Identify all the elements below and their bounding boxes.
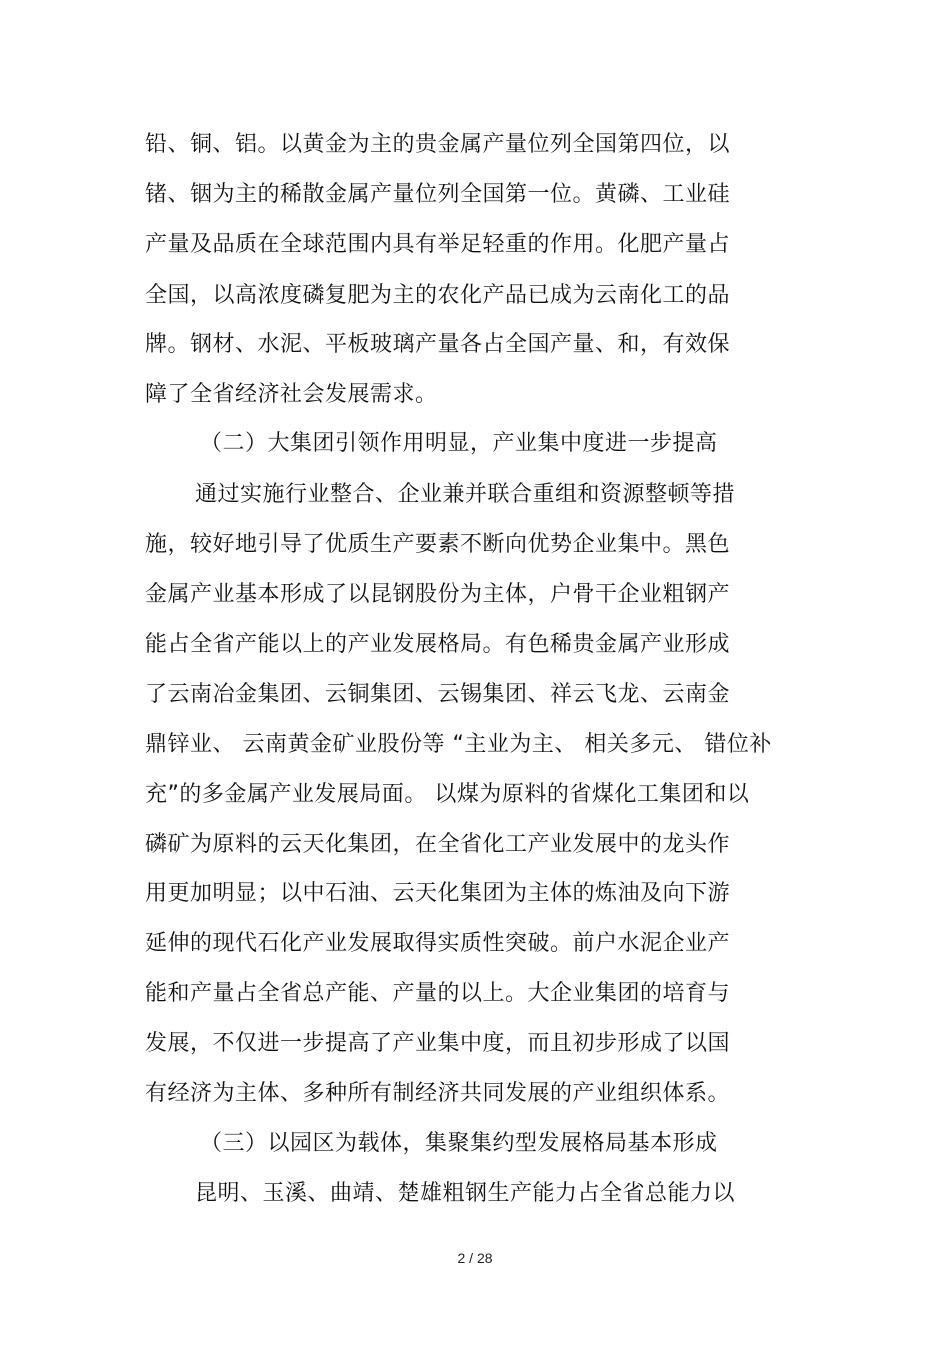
text-line: 牌。钢材、水泥、平板玻璃产量各占全国产量、和，有效保: [145, 332, 731, 357]
text-line: 有经济为主体、多种所有制经济共同发展的产业组织体系。: [145, 1081, 731, 1106]
text-line: 充”的多金属产业发展局面。 以煤为原料的省煤化工集团和以: [145, 782, 750, 807]
text-line: 磷矿为原料的云天化集团，在全省化工产业发展中的龙头作: [145, 832, 731, 857]
text-line: 金属产业基本形成了以昆钢股份为主体，户骨干企业粗钢产: [145, 582, 731, 607]
text-line: 施，较好地引导了优质生产要素不断向优势企业集中。黑色: [145, 532, 731, 557]
text-line: 铅、铜、铝。以黄金为主的贵金属产量位列全国第四位，以: [145, 132, 731, 157]
text-line: 鼎锌业、 云南黄金矿业股份等 “主业为主、 相关多元、 错位补: [145, 732, 772, 757]
text-line: 障了全省经济社会发展需求。: [145, 382, 438, 407]
section-heading: （二）大集团引领作用明显，产业集中度进一步提高: [200, 431, 718, 456]
text-line: 锗、铟为主的稀散金属产量位列全国第一位。黄磷、工业硅: [145, 182, 731, 207]
text-line: 能和产量占全省总产能、产量的以上。大企业集团的培育与: [145, 981, 731, 1006]
text-line: 产量及品质在全球范围内具有举足轻重的作用。化肥产量占: [145, 232, 731, 257]
text-line: 了云南冶金集团、云铜集团、云锡集团、祥云飞龙、云南金: [145, 682, 731, 707]
text-line: 用更加明显；以中石油、云天化集团为主体的炼油及向下游: [145, 881, 731, 906]
text-line: 能占全省产能以上的产业发展格局。有色稀贵金属产业形成: [145, 632, 731, 657]
text-line: 全国，以高浓度磷复肥为主的农化产品已成为云南化工的品: [145, 283, 731, 308]
text-line: 昆明、玉溪、曲靖、楚雄粗钢生产能力占全省总能力以: [195, 1181, 736, 1206]
text-line: 通过实施行业整合、企业兼并联合重组和资源整顿等措: [195, 482, 736, 507]
text-line: 延伸的现代石化产业发展取得实质性突破。前户水泥企业产: [145, 931, 731, 956]
section-heading: （三）以园区为载体，集聚集约型发展格局基本形成: [200, 1131, 718, 1156]
text-line: 发展，不仅进一步提高了产业集中度，而且初步形成了以国: [145, 1031, 731, 1056]
page-number: 2 / 28: [457, 1250, 493, 1266]
